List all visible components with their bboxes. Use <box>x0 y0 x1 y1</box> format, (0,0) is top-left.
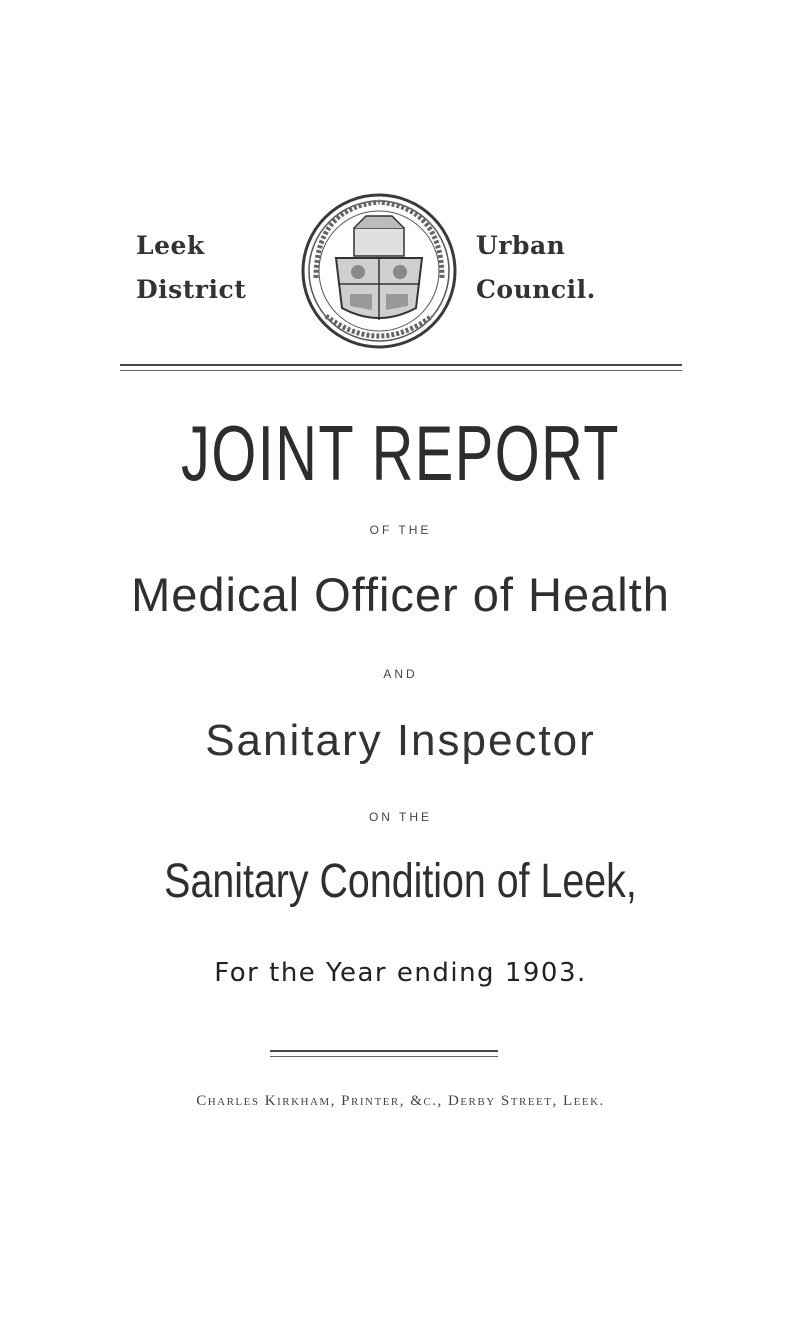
bottom-rule <box>270 1050 498 1052</box>
condition-heading: Sanitary Condition of Leek, <box>164 855 637 908</box>
top-rule-thin <box>120 370 682 371</box>
top-rule <box>120 364 682 366</box>
on-the-label: ON THE <box>368 810 433 824</box>
municipal-seal-icon <box>296 188 462 354</box>
printer-imprint: Charles Kirkham, Printer, &c., Derby Street, Leek. <box>196 1093 605 1109</box>
header-left-line1: Leek <box>136 231 205 260</box>
report-title: JOINT REPORT <box>181 409 620 497</box>
header-left-line2: District <box>136 275 247 304</box>
header-left <box>136 224 246 312</box>
and-label: AND <box>383 667 418 681</box>
header-right-line1: Urban <box>476 231 566 260</box>
inspector-heading: Sanitary Inspector <box>205 716 596 765</box>
officer-heading: Medical Officer of Health <box>131 568 670 621</box>
header-right <box>476 224 596 312</box>
bottom-rule-thin <box>270 1056 498 1057</box>
of-the-label: OF THE <box>369 523 432 537</box>
year-line: For the Year ending 1903. <box>214 958 587 988</box>
header-right-line2: Council. <box>476 275 596 304</box>
